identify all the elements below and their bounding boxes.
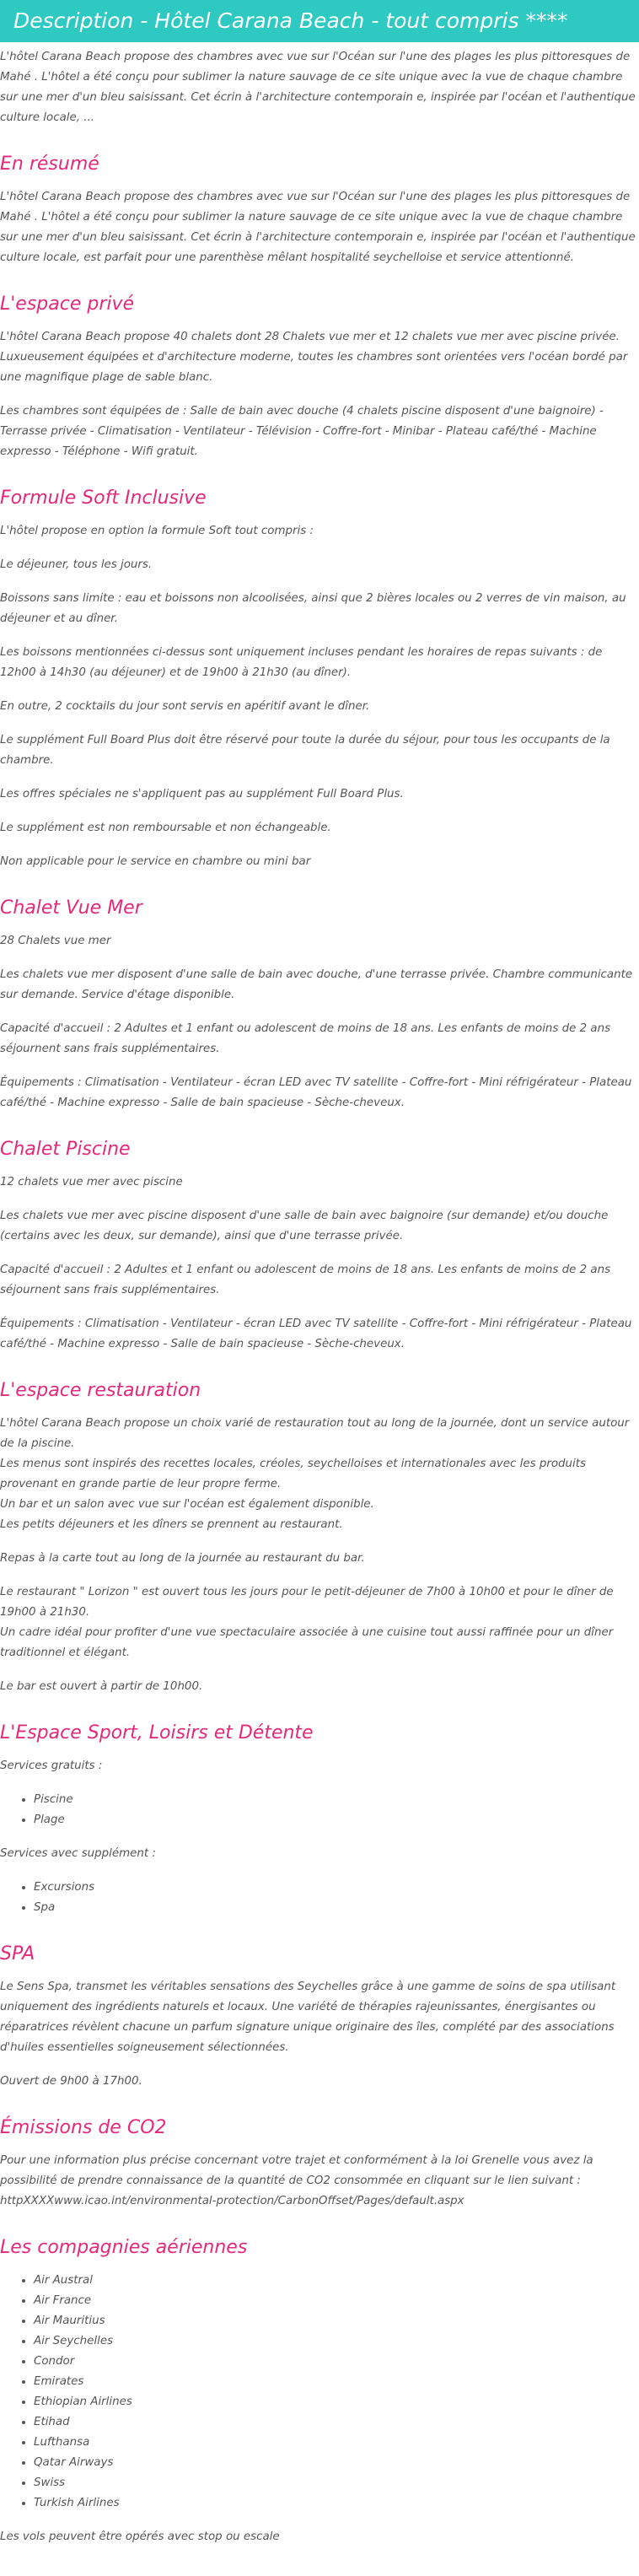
co2-section [0,2115,639,2212]
soft-inclusive-paragraph-7: Les offres spéciales ne s'appliquent pas au supplément Full Board Plus. [0,788,404,800]
list-item: • Lufthansa [34,2433,639,2453]
dining-line: Les menus sont inspirés des recettes locales, créoles, seychelloises et internationales avec les produits provenant en grande partie de leur propre ferme. [0,1458,586,1490]
spa-section [0,1942,639,2092]
intro-section [0,47,639,128]
dining-line: Les petits déjeuners et les dîners se prennent au restaurant. [0,1518,343,1531]
list-item: • Swiss [34,2473,639,2493]
paid-services-label: Services avec supplément : [0,1847,156,1860]
pool-chalet-paragraph-3: Capacité d'accueil : 2 Adultes et 1 enfant ou adolescent de moins de 18 ans. Les enfants de moins de 2 ans séjournent sans frais supplémentaires. [0,1264,611,1296]
co2-heading: Émissions de CO2 [0,2117,167,2138]
dining-line: Un bar et un salon avec vue sur l'océan est également disponible. [0,1498,374,1511]
paid-services-list [0,1878,639,1918]
list-item: • Plage [34,1810,639,1830]
list-item: • Condor [34,2352,639,2372]
dining-paragraph-4: Le bar est ouvert à partir de 10h00. [0,1680,203,1693]
pool-chalet-paragraph-4: Équipements : Climatisation - Ventilateur - écran LED avec TV satellite - Coffre-fort - Mini réfrigérateur - Plateau café/thé - Machine expresso - Salle de bain spacieuse - Sèche-cheveux. [0,1318,632,1350]
sport-leisure-section [0,1721,639,1918]
soft-inclusive-paragraph-5: En outre, 2 cocktails du jour sont servis en apéritif avant le dîner. [0,700,370,713]
soft-inclusive-paragraph-8: Le supplément est non remboursable et non échangeable. [0,822,331,834]
soft-inclusive-paragraph-4: Les boissons mentionnées ci-dessus sont uniquement incluses pendant les horaires de repas suivants : de 12h00 à 14h30 (au déjeuner) et de 19h00 à 21h30 (au dîner). [0,646,603,679]
soft-inclusive-paragraph-6: Le supplément Full Board Plus doit être réservé pour toute la durée du séjour, pour tous les occupants de la chambre. [0,734,610,767]
airlines-list [0,2271,639,2514]
spa-paragraph-2: Ouvert de 9h00 à 17h00. [0,2075,142,2088]
sea-view-chalet-paragraph-4: Équipements : Climatisation - Ventilateur - écran LED avec TV satellite - Coffre-fort - Mini réfrigérateur - Plateau café/thé - Machine expresso - Salle de bain spacieuse - Sèche-cheveux. [0,1076,632,1109]
airlines-footer-note: Les vols peuvent être opérés avec stop ou escale [0,2530,280,2543]
dining-restaurant-setting: Un cadre idéal pour profiter d'une vue spectaculaire associée à une cuisine tout aussi raffinée pour un dîner traditionnel et élégant. [0,1626,614,1659]
spa-paragraph-1: Le Sens Spa, transmet les véritables sensations des Seychelles grâce à une gamme de soins de spa utilisant uniquement des ingrédients naturels et locaux. Une variété de thérapies rajeunissantes, énergisantes ou réparatrices révèlent chacune un parfum signature unique originaire des îles, complété par des associations d'huiles essentielles soigneusement sélectionnées. [0,1981,616,2054]
soft-inclusive-paragraph-9: Non applicable pour le service en chambre ou mini bar [0,855,311,868]
sea-view-chalet-heading: Chalet Vue Mer [0,897,142,919]
list-item: • Piscine [34,1790,639,1810]
list-item: • Excursions [34,1878,639,1898]
private-space-heading: L'espace privé [0,294,135,315]
list-item: • Ethiopian Airlines [34,2392,639,2412]
dining-paragraph-1 [0,1414,639,1535]
pool-chalet-paragraph-2: Les chalets vue mer avec piscine disposent d'une salle de bain avec baignoire (sur demande) et/ou douche (certains avec les deux, sur demande), ainsi que d'une terrasse privée. [0,1210,609,1242]
list-item: • Emirates [34,2372,639,2392]
sport-leisure-heading: L'Espace Sport, Loisirs et Détente [0,1722,314,1743]
resume-section [0,152,639,268]
description-banner-title: Description - Hôtel Carana Beach - tout compris **** [0,0,639,42]
list-item: • Air France [34,2291,639,2311]
sea-view-chalet-paragraph-2: Les chalets vue mer disposent d'une salle de bain avec douche, d'une terrasse privée. Chambre communicante sur demande. Service d'étage disponible. [0,968,633,1001]
soft-inclusive-heading: Formule Soft Inclusive [0,488,207,509]
resume-paragraph: L'hôtel Carana Beach propose des chambres avec vue sur l'Océan sur l'une des plages les plus pittoresques de Mahé . L'hôtel a été conçu pour sublimer la nature sauvage de ce site unique avec la vue de chaque chambre sur une mer d'un bleu saisissant. Cet écrin à l'architecture contemporain e, inspirée par l'océan et l'authentique culture locale, est parfait pour une parenthèse mêlant hospitalité seychelloise et service attentionné. [0,191,636,264]
soft-inclusive-section [0,486,639,872]
soft-inclusive-paragraph-3: Boissons sans limite : eau et boissons non alcoolisées, ainsi que 2 bières locales ou 2 verres de vin maison, au déjeuner et au dîner. [0,592,626,625]
dining-restaurant-hours: Le restaurant " Lorizon " est ouvert tous les jours pour le petit-déjeuner de 7h00 à 10h00 et pour le dîner de 19h00 à 21h30. [0,1586,614,1619]
pool-chalet-section [0,1137,639,1355]
list-item: • Spa [34,1898,639,1918]
dining-section [0,1378,639,1697]
soft-inclusive-paragraph-1: L'hôtel propose en option la formule Soft tout compris : [0,525,314,537]
list-item: • Air Mauritius [34,2311,639,2331]
private-space-paragraph-2: Les chambres sont équipées de : Salle de bain avec douche (4 chalets piscine disposent d'une baignoire) - Terrasse privée - Climatisation - Ventilateur - Télévision - Coffre-fort - Minibar - Plateau café/thé - Machine expresso - Téléphone - Wifi gratuit. [0,405,604,458]
list-item: • Qatar Airways [34,2453,639,2473]
list-item: • Air Seychelles [34,2331,639,2352]
spa-heading: SPA [0,1943,35,1964]
free-services-label: Services gratuits : [0,1760,103,1772]
airlines-section [0,2235,639,2547]
resume-heading: En résumé [0,154,99,175]
dining-paragraph-3 [0,1582,639,1663]
sea-view-chalet-paragraph-1: 28 Chalets vue mer [0,935,111,947]
list-item: • Air Austral [34,2271,639,2291]
sea-view-chalet-paragraph-3: Capacité d'accueil : 2 Adultes et 1 enfant ou adolescent de moins de 18 ans. Les enfants de moins de 2 ans séjournent sans frais supplémentaires. [0,1022,611,1055]
list-item: • Etihad [34,2412,639,2433]
dining-line: L'hôtel Carana Beach propose un choix varié de restauration tout au long de la journée, dont un service autour de la piscine. [0,1417,630,1450]
pool-chalet-heading: Chalet Piscine [0,1139,131,1160]
soft-inclusive-paragraph-2: Le déjeuner, tous les jours. [0,558,153,571]
free-services-list [0,1790,639,1830]
intro-paragraph: L'hôtel Carana Beach propose des chambres avec vue sur l'Océan sur l'une des plages les plus pittoresques de Mahé . L'hôtel a été conçu pour sublimer la nature sauvage de ce site unique avec la vue de chaque chambre sur une mer d'un bleu saisissant. Cet écrin à l'architecture contemporain e, inspirée par l'océan et l'authentique culture locale, ... [0,51,636,124]
private-space-section [0,292,639,462]
sea-view-chalet-section [0,896,639,1113]
airlines-heading: Les compagnies aériennes [0,2237,248,2258]
list-item: • Turkish Airlines [34,2493,639,2514]
dining-paragraph-2: Repas à la carte tout au long de la journée au restaurant du bar. [0,1552,365,1565]
co2-paragraph: Pour une information plus précise concernant votre trajet et conformément à la loi Grenelle vous avez la possibilité de prendre connaissance de la quantité de CO2 consommée en cliquant sur le lien suivant : httpXXXXwww.icao.int/environmental-protection/CarbonOffset/Pages/default.aspx [0,2154,593,2207]
pool-chalet-paragraph-1: 12 chalets vue mer avec piscine [0,1176,183,1188]
dining-heading: L'espace restauration [0,1380,201,1401]
private-space-paragraph-1: L'hôtel Carana Beach propose 40 chalets dont 28 Chalets vue mer et 12 chalets vue mer avec piscine privée. Luxueusement équipées et d'architecture moderne, toutes les chambres sont orientées vers l'océan bordé par une magnifique plage de sable blanc. [0,331,628,384]
